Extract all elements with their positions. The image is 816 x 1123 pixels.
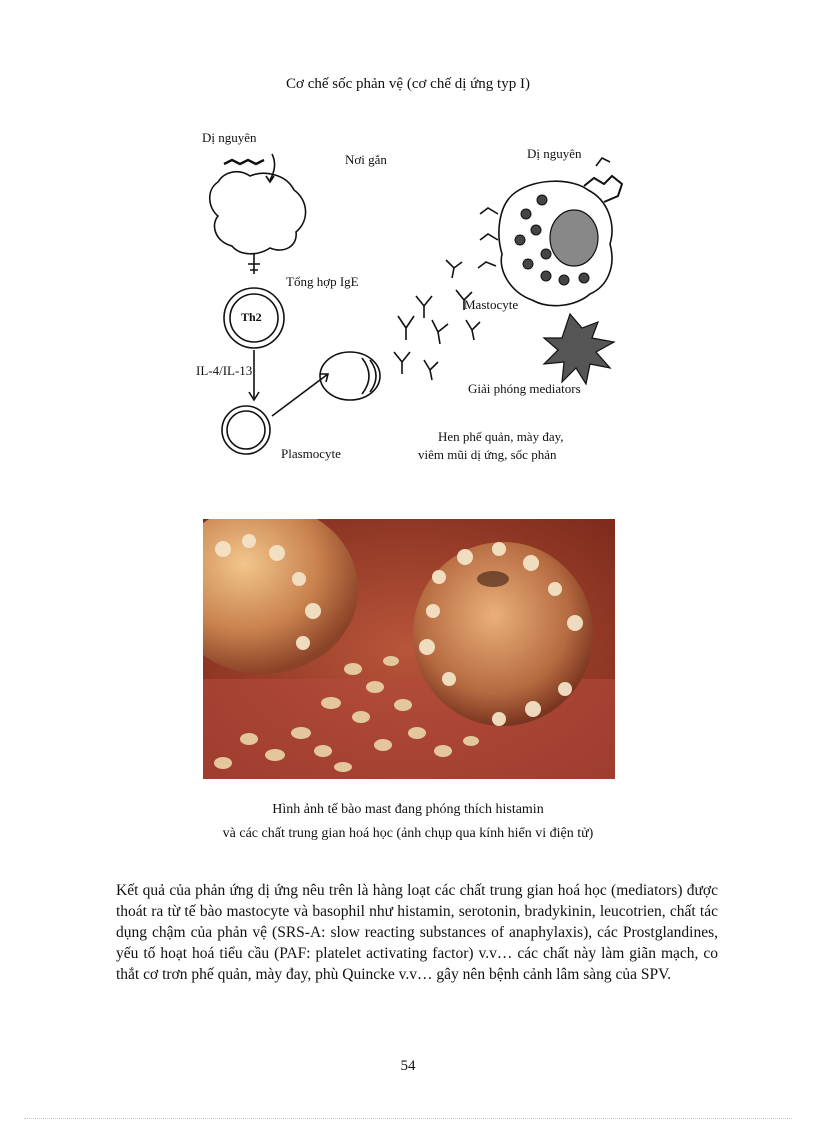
anaphylaxis-mechanism-diagram [180,120,640,480]
ige-antibody [398,316,414,340]
micrograph-drawing [203,519,615,779]
ige-antibody [466,320,480,340]
antigen-molecule-left [224,160,264,164]
page-title: Cơ chế sốc phản vệ (cơ chế dị ứng typ I) [286,76,530,92]
mediator-granule [541,249,551,259]
ige-antibody [424,360,438,380]
mediator-granule [579,273,589,283]
ige-antibody [394,352,410,374]
mastocyte-label: Mastocyte [464,297,519,312]
mediator-granule [541,271,551,281]
figure-caption-line2: và các chất trung gian hoá học (ảnh chụp qua kính hiển vi điện tử) [222,826,594,841]
mediator-granule [515,235,525,245]
outcome-label-line1: Hen phế quản, mày đay, [438,429,564,444]
plasmocyte-cell [320,352,380,400]
mediator-granule [537,195,547,205]
interleukin-label: IL-4/IL-13 [196,363,253,378]
diagram-drawing [180,120,640,480]
mediator-granule [523,259,533,269]
page-bottom-rule [24,1118,792,1119]
ige-antibody [432,320,448,344]
ige-synthesis-label: Tổng hợp IgE [286,274,359,289]
antigen-presenting-cell [210,172,306,254]
mediator-release-label: Giải phóng mediators [468,381,581,396]
mediator-burst [544,314,614,384]
page-number: 54 [400,1058,416,1074]
mediator-granule [521,209,531,219]
ige-antibody [416,296,432,318]
antigen-molecule-right [584,176,622,202]
binding-site-label: Nơi gắn [345,152,387,167]
th2-label: Th2 [241,310,262,324]
mast-cell-micrograph [203,519,615,779]
antigen-label-left: Dị nguyên [202,130,257,145]
body-paragraph: Kết quả của phản ứng dị ứng nêu trên là hàng loạt các chất trung gian hoá học (mediators) được thoát ra từ tế bào mastocyte và basophil như histamin, serotonin, bradykinin, leucotrien, chất tác dụng chậm của phản vệ (SRS-A: slow reacting substances of anaphylaxis), các Prostglandines, yếu tố hoạt hoá tiểu cầu (PAF: platelet activating factor) v.v… các chất này làm giãn mạch, co thắt cơ trơn phế quản, mày đay, phù Quincke v.v… gây nên bệnh cảnh lâm sàng của SPV. [116,882,718,983]
plasmocyte-label: Plasmocyte [281,446,341,461]
mediator-granule [559,275,569,285]
mastocyte-nucleus [550,210,598,266]
b-cell [222,406,270,454]
figure-caption-line1: Hình ảnh tế bào mast đang phóng thích histamin [272,802,544,817]
mediator-granule [531,225,541,235]
outcome-label-line2: viêm mũi dị ứng, sốc phản [418,447,557,462]
ige-antibody [446,260,462,278]
antigen-label-right: Dị nguyên [527,146,582,161]
mast-cell-right [413,542,593,726]
